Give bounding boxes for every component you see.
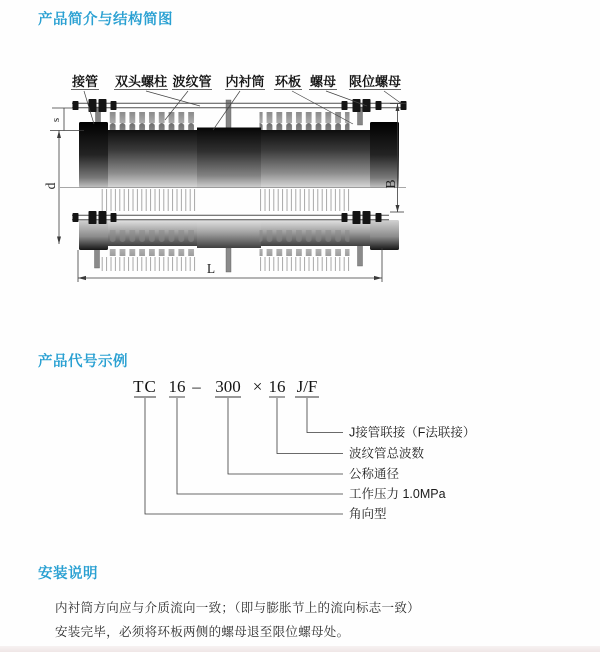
label-connecting-pipe: 接管 [71,74,99,89]
code-connectors [145,398,343,514]
part-labels [71,74,401,90]
dimension-d [43,131,61,245]
code-token-dash: – [192,377,201,396]
connecting-pipe-right [370,122,399,188]
section-title-install: 安装说明 [38,566,98,582]
section-title-intro: 产品简介与结构简图 [38,12,173,28]
connecting-pipe-left [79,122,108,188]
dim-label-s: s [50,117,62,123]
label-ring-plate: 环板 [274,74,302,89]
code-explanations [349,425,475,522]
install-line-2: 安装完毕，必须将环板两侧的螺母退至限位螺母处。 [55,625,350,639]
code-explanation-diameter: 公称通径 [349,467,400,481]
label-nut: 螺母 [309,74,337,89]
label-limit-nut: 限位螺母 [348,74,402,89]
structure-diagram [0,60,460,320]
code-tokens [133,377,317,396]
nuts-top [73,99,407,112]
bellows-convolutions-bottom [109,230,198,256]
code-token-times: × [252,377,263,396]
dim-label-d: d [43,182,58,190]
label-stud: 双头螺柱 [114,74,168,89]
page-edge-shadow [0,646,600,652]
dimension-s [50,108,84,131]
product-code-diagram [0,370,600,535]
code-token-waves: 16 [268,377,286,396]
code-explanation-type: 角向型 [349,507,387,521]
code-explanation-waves: 波纹管总波数 [349,446,425,461]
limit-nut-right [401,101,407,110]
section-title-code: 产品代号示例 [38,354,128,370]
code-explanation-connection: J接管联接（F法联接） [349,425,476,440]
label-liner: 内衬筒 [225,74,265,89]
code-token-pressure: 16 [168,377,186,396]
bellows-body-upper [79,122,399,188]
code-token-diameter: 300 [215,377,241,396]
label-bellows: 波纹管 [172,74,212,89]
code-explanation-pressure: 工作压力 1.0MPa [349,487,446,501]
code-token-connection: J/F [296,377,318,396]
code-token-type: TC [133,377,157,396]
dim-label-B: B [383,179,398,189]
inner-liner-band [197,128,261,188]
bellows-convolutions-bottom [260,230,350,256]
tie-rod-bottom [72,215,389,220]
dim-label-L: L [206,261,216,276]
install-line-1: 内衬筒方向应与介质流向一致；（即与膨胀节上的流向标志一致） [55,601,420,615]
